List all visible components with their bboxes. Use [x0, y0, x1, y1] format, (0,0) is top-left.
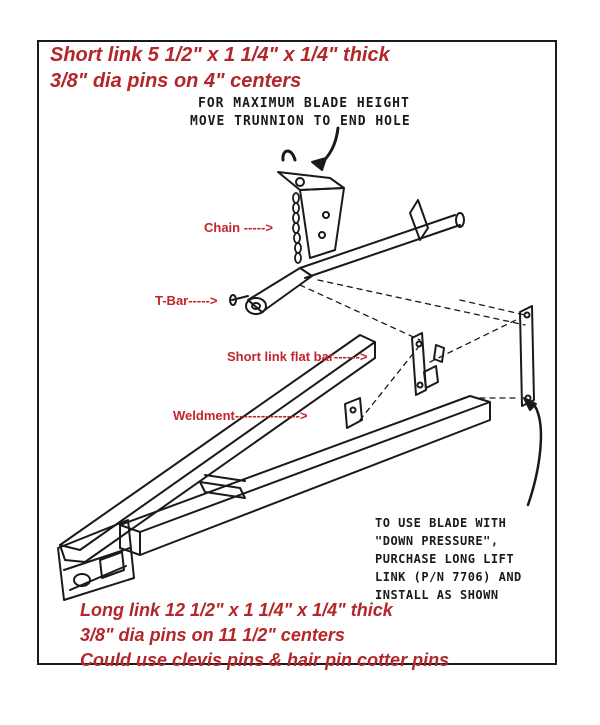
short-link-bars [412, 333, 444, 395]
long-link-pins-spec: 3/8" dia pins on 11 1/2" centers [80, 625, 345, 645]
short-link-spec: Short link 5 1/2" x 1 1/4" x 1/4" thick [50, 44, 390, 66]
t-bar-arm [230, 268, 312, 314]
instruction-bottom-line2: "DOWN PRESSURE", [375, 534, 499, 548]
instruction-bottom-line3: PURCHASE LONG LIFT [375, 552, 515, 566]
long-link-spec: Long link 12 1/2" x 1 1/4" x 1/4" thick [80, 600, 393, 620]
long-lift-link [520, 306, 541, 505]
short-link-pins-spec: 3/8" dia pins on 4" centers [50, 70, 302, 92]
instruction-bottom-line1: TO USE BLADE WITH [375, 516, 507, 530]
pin-suggestion: Could use clevis pins & hair pin cotter pins [80, 650, 450, 670]
weldment-bracket [345, 398, 362, 428]
instruction-top-line1: FOR MAXIMUM BLADE HEIGHT [198, 96, 410, 111]
trunnion-bracket [278, 151, 344, 258]
t-bar-label: T-Bar-----> [155, 293, 218, 308]
weldment-label: Weldment---------------> [173, 408, 308, 423]
short-link-label: Short link flat bar------> [227, 349, 368, 364]
instruction-bottom-line4: LINK (P/N 7706) AND [375, 570, 522, 584]
chain-label: Chain -----> [204, 220, 273, 235]
trunnion-arrowhead [312, 158, 326, 170]
instruction-top-line2: MOVE TRUNNION TO END HOLE [190, 114, 411, 129]
chain [293, 193, 301, 263]
instruction-bottom-line5: INSTALL AS SHOWN [375, 588, 499, 602]
